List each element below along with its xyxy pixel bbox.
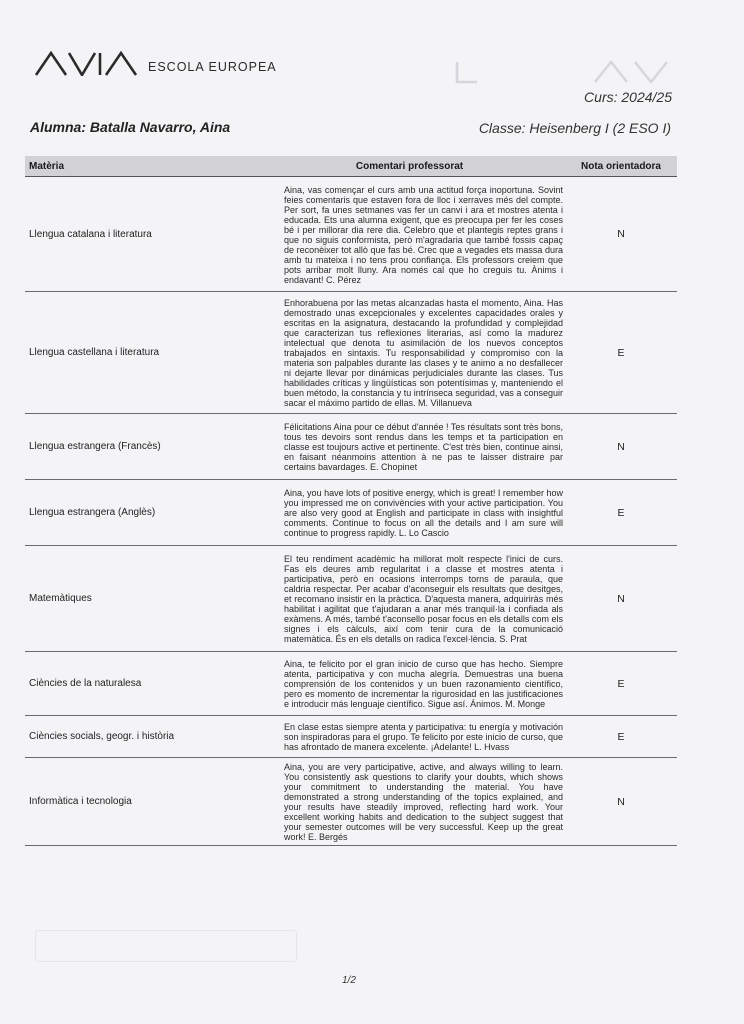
comment-cell: Enhorabuena por las metas alcanzadas hasta el momento, Aina. Has demostrado unas excepcionales y excelentes capacidades orales y escritas en la asignatura, destacando la profundidad y complejidad que caracterizan tus reflexiones literarias, así como la madurez intelectual que denota tu asimilación de los nuevos conceptos trabajados en sintaxis. Tu responsabilidad y compromiso con la materia son palpables durante las clases y te animo a no desfallecer ni dejarte llevar por dinámicas perjudiciales durante las clases. Tus habilidades críticas y lingüísticas son potentísimas y, manteniendo el buen método, la constancia y tu intrínseca seguridad, vas a conseguir sacar el máximo partido de ellas. M. Villanueva [254,292,565,414]
grade-cell: N [565,414,677,480]
table-header-row [25,156,677,177]
table-row [25,177,677,292]
comment-cell: Aina, te felicito por el gran inicio de curso que has hecho. Siempre atenta, participativa y con mucha alegría. Demuestras una buena comprensión de los contenidos y un buen razonamiento científico, pero es momento de incrementar la rigurosidad en las justificaciones e introducir más lenguaje científico. Sigue así. Ánimos. M. Monge [254,652,565,716]
grade-column-header: Nota orientadora [565,156,677,177]
course-year: Curs: 2024/25 [584,89,672,105]
table-row [25,292,677,414]
subject-column-header: Matèria [25,156,254,177]
table-row [25,652,677,716]
comment-cell: Aina, you are very participative, active, and always willing to learn. You consistently ask questions to clarify your doubts, which shows your commitment to understanding the material. You have demonstrated a strong understanding of the topics explained, and your results have steadily improved, reflecting hard work. Your excellent working habits and dedication to the subject suggest that your semester outcomes will be very successful. Keep up the great work! E. Bergés [254,758,565,846]
class-name: Classe: Heisenberg I (2 ESO I) [478,120,671,136]
subject-cell: Ciències de la naturalesa [25,652,254,716]
avla-logo-mark [34,50,138,76]
student-name: Alumna: Batalla Navarro, Aina [30,119,231,135]
subject-cell: Ciències socials, geogr. i història [25,716,254,758]
table-row [25,414,677,480]
subject-cell: Informàtica i tecnologia [25,758,254,846]
show-through-logo [455,58,685,88]
comment-cell: En clase estas siempre atenta y participativa: tu energía y motivación son inspiradoras para el grupo. Te felicito por este inicio de curso, que has afrontado de manera excelente. ¡Adelante! L. Hvass [254,716,565,758]
grade-cell: E [565,652,677,716]
grade-cell: N [565,546,677,652]
school-logo [34,50,277,76]
grade-cell: E [565,716,677,758]
show-through-logo-mark [455,58,685,84]
subject-cell: Llengua catalana i literatura [25,177,254,292]
grades-table [25,156,677,846]
subject-cell: Llengua castellana i literatura [25,292,254,414]
school-name: ESCOLA EUROPEA [148,60,277,74]
table-row [25,758,677,846]
comment-cell: Aina, vas començar el curs amb una actitud força inoportuna. Sovint feies comentaris que estaven fora de lloc i xerraves més del compte. Per sort, fa unes setmanes vas fer un canvi i ara et mostres atenta i educada. Ets una alumna exigent, que es preocupa per fer les coses bé i per millorar dia rere dia. Celebro que et plantegis reptes grans i que no siguis conformista, però m'agradaria que també fossis capaç de reconèixer tot allò que fas bé. Crec que a vegades ets massa dura amb tu mateixa i no tens prou confiança. Els professors creiem que pots arribar molt lluny. Ara només cal que ho creguis tu. Ànims i endavant! C. Pérez [254,177,565,292]
grade-cell: N [565,758,677,846]
subject-cell: Llengua estrangera (Francès) [25,414,254,480]
show-through-box [35,930,297,962]
table-row [25,716,677,758]
table-row [25,546,677,652]
page-number: 1/2 [342,975,356,986]
comment-column-header: Comentari professorat [254,156,565,177]
subject-cell: Llengua estrangera (Anglès) [25,480,254,546]
grade-cell: E [565,480,677,546]
grade-cell: E [565,292,677,414]
subject-cell: Matemàtiques [25,546,254,652]
comment-cell: Aina, you have lots of positive energy, which is great! I remember how you impressed me on convivències with your active participation. You are also very good at English and participate in class with insightful comments. Continue to focus on all the details and I am sure will continue to progress rapidly. L. Lo Cascio [254,480,565,546]
table-row [25,480,677,546]
comment-cell: El teu rendiment acadèmic ha millorat molt respecte l'inici de curs. Fas els deures amb regularitat i a classe et mostres atenta i participativa, però en ocasions interromps torns de paraula, que caldria respectar. Per acabar d'aconseguir els resultats que desitges, et recomano insistir en la pràctica. D'aquesta manera, adquiriràs més habilitat i agilitat que t'ajudaran a anar més tranquil·la i confiada als exàmens. A més, també t'aconsello posar focus en els detalls com els signes i els càlculs, així com tenir cura de la comunicació matemàtica. És en els detalls on radica l'excel·lència. S. Prat [254,546,565,652]
grade-cell: N [565,177,677,292]
comment-cell: Félicitations Aina pour ce début d'année ! Tes résultats sont très bons, tous tes devoirs sont rendus dans les temps et ta participation en classe est toujours active et pertinente. C'est très bien, continue ainsi, en faisant néanmoins attention à ne pas te laisser distraire par certains bavardages. E. Chopinet [254,414,565,480]
